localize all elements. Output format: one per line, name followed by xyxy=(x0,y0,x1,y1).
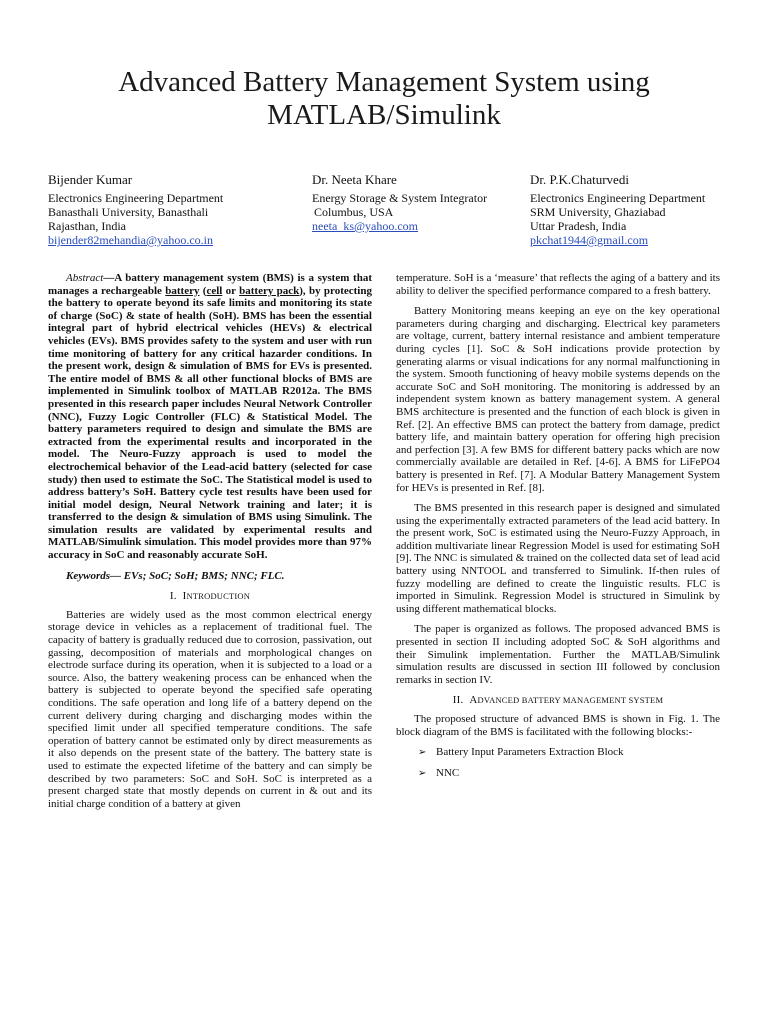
author-dept: Electronics Engineering Department xyxy=(48,191,224,205)
block-list xyxy=(396,746,720,780)
paragraph-bms-presented: The BMS presented in this research paper is designed and simulated using the experimentally extracted parameters of the lead acid battery. In the present work, SoC is estimated using the Neuro-Fuzzy Approach, in addition multivariate linear Regression Model is used for estimating SoH [9]. The NNC is simulated & trained on the collected data set of lead acid battery using NNTOOL and transferred to Simulink. If-then rules of fuzzy modelling are defined to create the linguistic results. FLC is imported in Simulink. Regression Model is structured in Simulink by using different mathematical blocks. xyxy=(396,502,720,615)
heading-rest: NTRODUCTION xyxy=(186,591,251,602)
left-column xyxy=(48,272,372,818)
author-place: Rajasthan, India xyxy=(48,219,126,233)
battery-pack-link[interactable]: battery pack xyxy=(239,284,300,297)
author-name: Bijender Kumar xyxy=(48,172,133,187)
author-dept: Electronics Engineering Department xyxy=(530,191,706,205)
author-email-link[interactable]: bijender82mehandia@yahoo.co.in xyxy=(48,233,213,247)
cell-link[interactable]: cell xyxy=(206,284,223,297)
author-affiliation: Columbus, USA xyxy=(314,205,394,219)
author-block-2 xyxy=(312,173,522,233)
author-email-link[interactable]: pkchat1944@gmail.com xyxy=(530,233,649,247)
abstract xyxy=(48,272,372,562)
author-affiliation: SRM University, Ghaziabad xyxy=(530,205,666,219)
author-affiliation: Banasthali University, Banasthali xyxy=(48,205,209,219)
paragraph-monitoring: Battery Monitoring means keeping an eye on the key operational parameters during charging and discharging. Electrical key parameters are voltage, current, battery internal resistance and ambient temperature during cycles [1]. SoC & SoH indications provide protection by generating alarms or visual indications for any normal malfunctioning in the system. Smooth functioning of heavy mobile systems depends on the accurate SoC and SoH monitoring. The monitoring is addressed by an independent system known as battery management system. A general BMS architecture is presented and the function of each block is given in Ref. [2]. An effective BMS can protect the battery from damage, predict battery life, and maintain battery operation for offering high precision and perfection [3]. A few BMS for different battery packs which are now commercially available are detailed in Ref. [4-6]. A BMS for LiFePO4 battery is presented in Ref. [7]. A Modular Battery Management System for HEVs is presented in Ref. [8]. xyxy=(396,305,720,494)
abstract-dash: — xyxy=(103,272,115,284)
author-place: Uttar Pradesh, India xyxy=(530,219,627,233)
heading-initial: I xyxy=(182,590,187,603)
section-2-heading xyxy=(396,694,720,707)
title-line-2: MATLAB/Simulink xyxy=(267,99,501,131)
paper-title xyxy=(0,66,768,132)
abstract-text-2: ( xyxy=(199,284,207,297)
arrow-bullet-icon: ➢ xyxy=(418,747,427,759)
paragraph-continued: temperature. SoH is a ‘measure’ that reflects the aging of a battery and its ability to deliver the specified performance compared to a fresh battery. xyxy=(396,272,720,297)
author-email-link[interactable]: neeta_ks@yahoo.com xyxy=(312,219,419,233)
keywords: Keywords— EVs; SoC; SoH; BMS; NNC; FLC. xyxy=(66,569,285,582)
abstract-text-3: or xyxy=(222,284,240,297)
paragraph-organization: The paper is organized as follows. The proposed advanced BMS is presented in section II including adopted SoC & SoH algorithms and their Simulink implementation. Further the MATLAB/Simulink simulation results are discussed in section III followed by conclusion remarks in section IV. xyxy=(396,623,720,686)
title-line-1: Advanced Battery Management System using xyxy=(118,66,650,98)
arrow-bullet-icon: ➢ xyxy=(418,767,427,779)
section-number: II. xyxy=(452,694,464,707)
battery-link[interactable]: battery xyxy=(165,284,200,297)
heading-initial: A xyxy=(469,694,478,707)
author-name: Dr. P.K.Chaturvedi xyxy=(530,172,629,187)
list-item-text: Battery Input Parameters Extraction Block xyxy=(436,746,624,759)
list-item-text: NNC xyxy=(436,766,460,779)
abstract-text-1: A battery management system (BMS) is a system that manages a rechargeable xyxy=(48,272,372,297)
section-number: I. xyxy=(169,590,177,603)
author-dept: Energy Storage & System Integrator xyxy=(312,191,488,205)
list-item xyxy=(418,746,720,760)
paragraph-structure: The proposed structure of advanced BMS is shown in Fig. 1. The block diagram of the BMS is facilitated with the following blocks:- xyxy=(396,713,720,738)
right-column xyxy=(396,272,720,787)
author-name: Dr. Neeta Khare xyxy=(312,172,397,187)
section-1-heading xyxy=(48,590,372,603)
abstract-text-4: ), by protecting the battery to operate beyond its safe limits and monitoring its state of charge (SoC) & state of health (SoH). BMS has been the essential integral part of hybrid electrical vehicles (HEVs) & electrical vehicles (EVs). BMS provides safety to the system and user with run time monitoring of battery for any critical hazarder conditions. In the present work, design & simulation of BMS for EVs is presented. The entire model of BMS & all other functional blocks of BMS are implemented in Simulink toolbox of MATLAB R2012a. The BMS presented in this research paper includes Neural Network Controller (NNC), Fuzzy Logic Controller (FLC) & Statistical Model. The battery parameters required to design and simulate the BMS are extracted from the experimental results and incorporated in the model. The Neuro-Fuzzy approach is used to model the electrochemical behavior of the Lead-acid battery (selected for case study) then used to estimate the SoC. The Statistical model is used to address battery’s SoH. Battery cycle test results have been used for initial model design, Neural Network training and later; it is transferred to the design & simulation of BMS using Simulink. The simulation results are validated by experimental results and MATLAB/Simulink simulation. This model provides more than 97% accuracy in SoC and reasonably accurate SoH. xyxy=(48,284,372,562)
abstract-lead: Abstract xyxy=(66,272,104,284)
intro-paragraph: Batteries are widely used as the most common electrical energy storage device in vehicles as a replacement of traditional fuel. The capacity of battery is gradually reduced due to corrosion, passivation, out gassing, decomposition of materials and morphological changes on electrode surface during its operation, when it is subjected to a load or a source. Also, the battery weakening process can be enhanced when the battery is subjected to operate beyond the specified safe operating conditions. The safe operation and long life of a battery depend on the current delivery during charging and discharging modes within the specified limit under all specified temperature conditions. The safe operation of battery cannot be estimated only by direct measurements as it also depends on the present state of the battery. The battery state is used to estimate the expected lifetime of the battery and can simply be described by two parameters: SoC and SoH. SoC is interpreted as a present charged state that mostly depends on current in & out and its initial charge condition of a battery at given xyxy=(48,608,372,810)
heading-rest: DVANCED BATTERY MANAGEMENT SYSTEM xyxy=(477,695,664,706)
list-item xyxy=(418,767,720,781)
author-block-1 xyxy=(48,173,298,247)
author-block-3 xyxy=(530,173,740,247)
